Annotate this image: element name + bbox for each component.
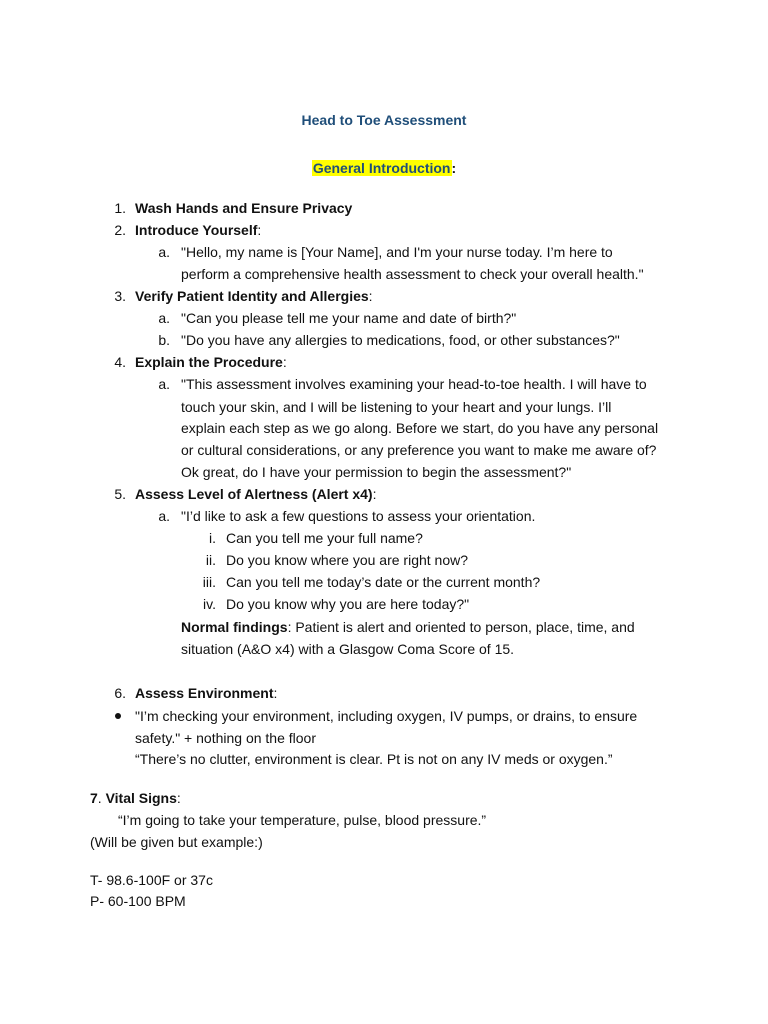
normal-findings	[181, 618, 635, 636]
step-assess-environment-colon: :	[273, 685, 278, 701]
vital-pulse: P- 60-100 BPM	[90, 893, 186, 909]
vital-signs-number: 7	[90, 790, 98, 806]
list-number-2: 2.	[114, 222, 126, 238]
script-line: touch your skin, and I will be listening to your heart and your lungs. I’ll	[181, 399, 612, 415]
sub-marker-5a: a.	[158, 508, 170, 524]
list-number-1: 1.	[114, 200, 126, 216]
vital-signs-heading: 7. Vital Signs:	[90, 790, 181, 806]
step-verify-identity-label: Verify Patient Identity and Allergies	[135, 288, 369, 304]
step-assess-environment	[135, 684, 277, 702]
section-heading	[0, 159, 768, 177]
sub-marker-3b: b.	[158, 332, 170, 348]
step-explain-procedure-colon: :	[282, 354, 287, 370]
step-assess-alertness	[135, 485, 376, 503]
normal-findings-label: Normal findings	[181, 619, 288, 635]
vital-temperature: T- 98.6-100F or 37c	[90, 872, 213, 888]
sub-marker-2a: a.	[158, 244, 170, 260]
orientation-question: Can you tell me today’s date or the current month?	[226, 574, 541, 590]
step-wash-hands: Wash Hands and Ensure Privacy	[135, 200, 353, 216]
step-verify-identity-colon: :	[368, 288, 373, 304]
orientation-question: Do you know where you are right now?	[226, 552, 469, 568]
bullet-icon	[115, 713, 121, 719]
list-number-4: 4.	[114, 354, 126, 370]
vital-signs-note: (Will be given but example:)	[90, 834, 263, 850]
environment-line: safety." + nothing on the floor	[135, 730, 316, 746]
question-marker-iii: iii.	[202, 574, 216, 590]
step-assess-environment-label: Assess Environment	[135, 685, 274, 701]
script-line: Ok great, do I have your permission to begin the assessment?"	[181, 464, 572, 480]
question-marker-iv: iv.	[203, 596, 216, 612]
normal-findings-continued: situation (A&O x4) with a Glasgow Coma Score of 15.	[181, 641, 515, 657]
sub-marker-3a: a.	[158, 310, 170, 326]
orientation-question: Can you tell me your full name?	[226, 530, 423, 546]
step-explain-procedure	[135, 353, 287, 371]
script-line: "I’d like to ask a few questions to assess your orientation.	[181, 508, 536, 524]
script-line: explain each step as we go along. Before we start, do you have any personal	[181, 420, 659, 436]
question-marker-i: i.	[209, 530, 216, 546]
normal-findings-text: : Patient is alert and oriented to person, place, time, and	[287, 619, 635, 635]
step-assess-alertness-colon: :	[372, 486, 377, 502]
script-line: or cultural considerations, or any preference you want to make me aware of?	[181, 442, 657, 458]
section-heading-colon: :	[451, 160, 457, 176]
step-introduce-colon: :	[257, 222, 262, 238]
list-number-3: 3.	[114, 288, 126, 304]
script-line: "Can you please tell me your name and date of birth?"	[181, 310, 517, 326]
script-line: "Do you have any allergies to medications, food, or other substances?"	[181, 332, 620, 348]
script-line: perform a comprehensive health assessment to check your overall health."	[181, 266, 644, 282]
question-marker-ii: ii.	[205, 552, 216, 568]
step-introduce-label: Introduce Yourself	[135, 222, 258, 238]
step-assess-alertness-label: Assess Level of Alertness (Alert x4)	[135, 486, 373, 502]
list-number-5: 5.	[114, 486, 126, 502]
step-introduce	[135, 221, 261, 239]
step-verify-identity	[135, 287, 373, 305]
environment-line: “There’s no clutter, environment is clear. Pt is not on any IV meds or oxygen.”	[135, 751, 613, 767]
document-title: Head to Toe Assessment	[301, 112, 467, 128]
environment-line: "I’m checking your environment, including oxygen, IV pumps, or drains, to ensure	[135, 708, 638, 724]
sub-marker-4a: a.	[158, 376, 170, 392]
script-line: "Hello, my name is [Your Name], and I'm your nurse today. I’m here to	[181, 244, 613, 260]
vital-signs-colon: :	[176, 790, 181, 806]
section-heading-highlight: General Introduction	[312, 160, 451, 176]
orientation-question: Do you know why you are here today?"	[226, 596, 470, 612]
step-explain-procedure-label: Explain the Procedure	[135, 354, 283, 370]
list-number-6: 6.	[114, 685, 126, 701]
vital-signs-label: Vital Signs	[105, 790, 177, 806]
vital-signs-quote: “I’m going to take your temperature, pulse, blood pressure.”	[118, 812, 487, 828]
script-line: "This assessment involves examining your head-to-toe health. I will have to	[181, 376, 647, 392]
